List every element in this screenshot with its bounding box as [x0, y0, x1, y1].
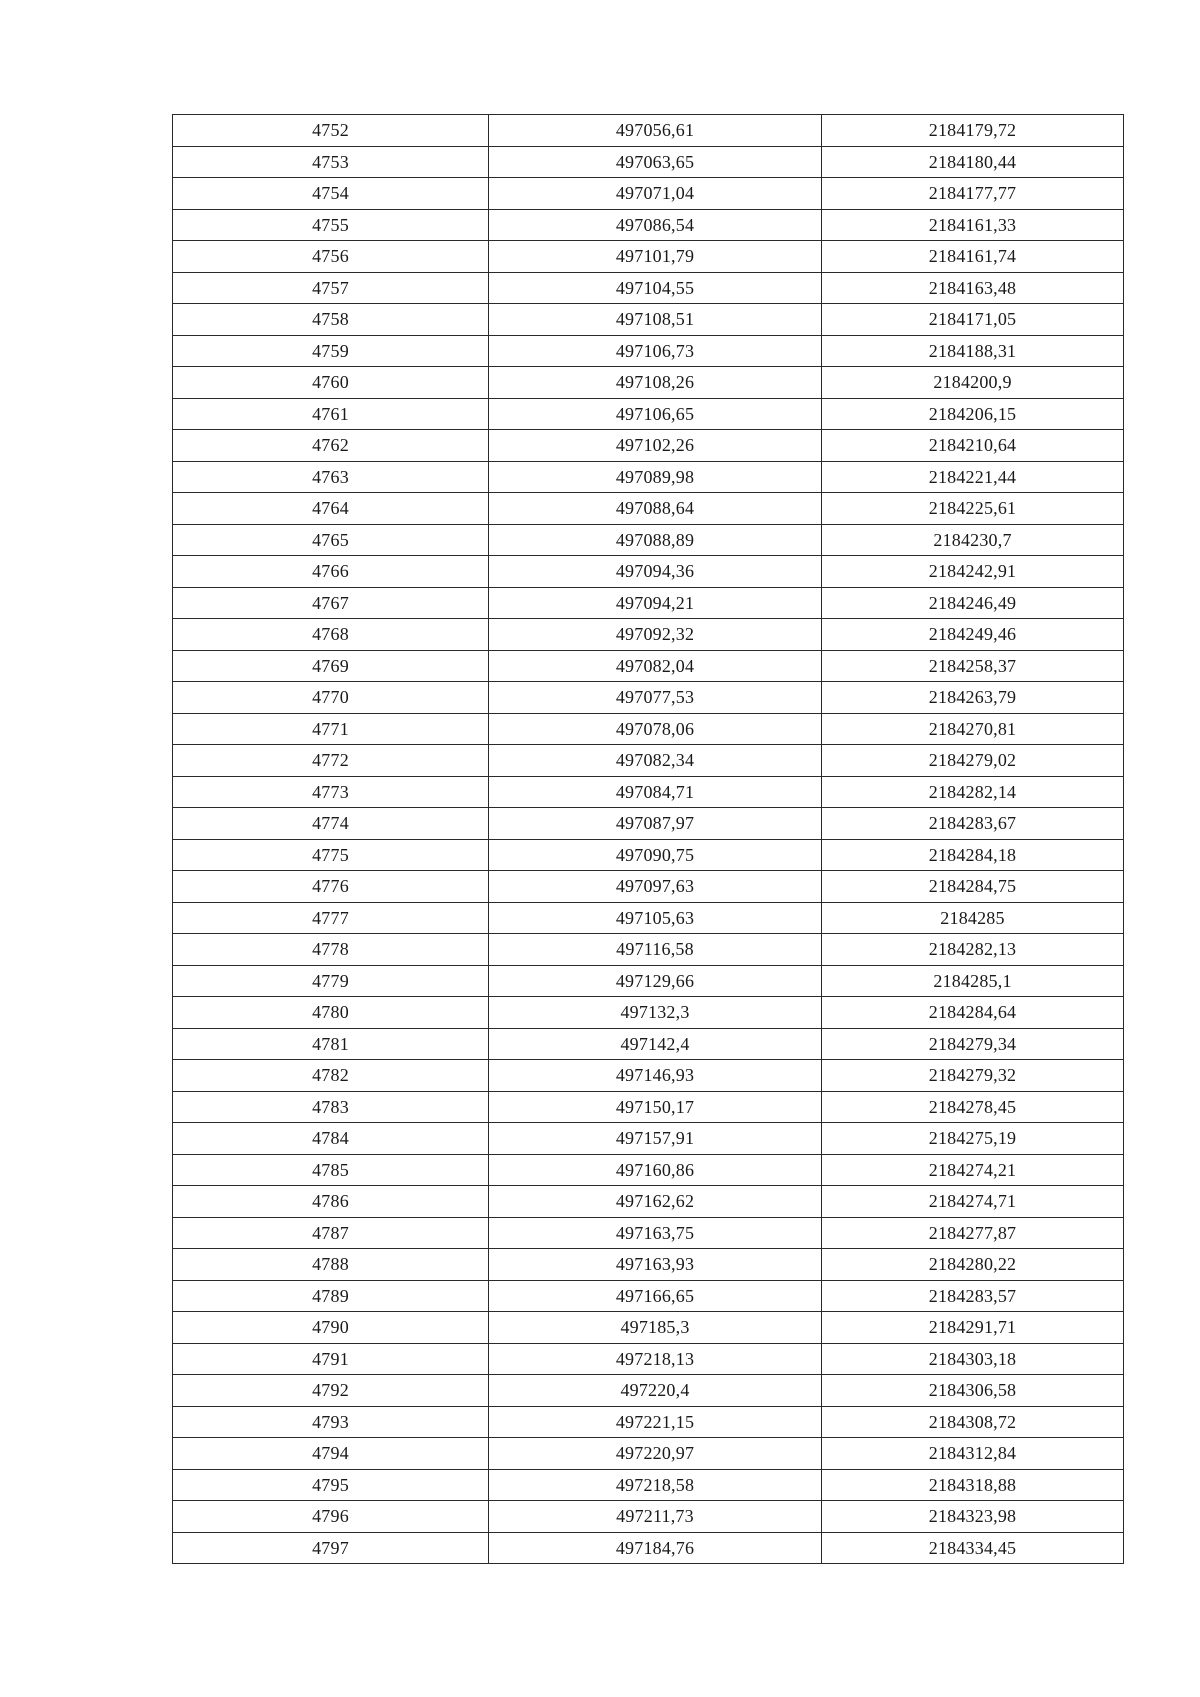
x-coordinate-cell: 497211,73: [489, 1501, 822, 1533]
table-row: [173, 304, 1124, 336]
y-coordinate-cell: 2184274,21: [822, 1154, 1124, 1186]
y-coordinate-cell: 2184291,71: [822, 1312, 1124, 1344]
table-row: [173, 1438, 1124, 1470]
table-row: [173, 1217, 1124, 1249]
point-number-cell: 4788: [173, 1249, 489, 1281]
point-number-cell: 4770: [173, 682, 489, 714]
x-coordinate-cell: 497218,58: [489, 1469, 822, 1501]
y-coordinate-cell: 2184279,34: [822, 1028, 1124, 1060]
y-coordinate-cell: 2184200,9: [822, 367, 1124, 399]
y-coordinate-cell: 2184206,15: [822, 398, 1124, 430]
point-number-cell: 4784: [173, 1123, 489, 1155]
table-row: [173, 871, 1124, 903]
y-coordinate-cell: 2184277,87: [822, 1217, 1124, 1249]
x-coordinate-cell: 497129,66: [489, 965, 822, 997]
x-coordinate-cell: 497163,75: [489, 1217, 822, 1249]
x-coordinate-cell: 497157,91: [489, 1123, 822, 1155]
y-coordinate-cell: 2184282,14: [822, 776, 1124, 808]
table-row: [173, 430, 1124, 462]
table-row: [173, 745, 1124, 777]
table-row: [173, 934, 1124, 966]
table-row: [173, 1249, 1124, 1281]
x-coordinate-cell: 497063,65: [489, 146, 822, 178]
y-coordinate-cell: 2184323,98: [822, 1501, 1124, 1533]
y-coordinate-cell: 2184225,61: [822, 493, 1124, 525]
point-number-cell: 4772: [173, 745, 489, 777]
x-coordinate-cell: 497092,32: [489, 619, 822, 651]
y-coordinate-cell: 2184284,64: [822, 997, 1124, 1029]
y-coordinate-cell: 2184242,91: [822, 556, 1124, 588]
y-coordinate-cell: 2184161,74: [822, 241, 1124, 273]
x-coordinate-cell: 497056,61: [489, 115, 822, 147]
table-row: [173, 398, 1124, 430]
point-number-cell: 4760: [173, 367, 489, 399]
point-number-cell: 4796: [173, 1501, 489, 1533]
x-coordinate-cell: 497078,06: [489, 713, 822, 745]
table-row: [173, 1280, 1124, 1312]
table-row: [173, 587, 1124, 619]
x-coordinate-cell: 497218,13: [489, 1343, 822, 1375]
table-row: [173, 839, 1124, 871]
x-coordinate-cell: 497105,63: [489, 902, 822, 934]
point-number-cell: 4778: [173, 934, 489, 966]
x-coordinate-cell: 497150,17: [489, 1091, 822, 1123]
x-coordinate-cell: 497082,34: [489, 745, 822, 777]
point-number-cell: 4789: [173, 1280, 489, 1312]
point-number-cell: 4759: [173, 335, 489, 367]
y-coordinate-cell: 2184161,33: [822, 209, 1124, 241]
x-coordinate-cell: 497089,98: [489, 461, 822, 493]
y-coordinate-cell: 2184249,46: [822, 619, 1124, 651]
table-row: [173, 965, 1124, 997]
table-row: [173, 1186, 1124, 1218]
table-row: [173, 902, 1124, 934]
point-number-cell: 4756: [173, 241, 489, 273]
point-number-cell: 4792: [173, 1375, 489, 1407]
x-coordinate-cell: 497166,65: [489, 1280, 822, 1312]
point-number-cell: 4763: [173, 461, 489, 493]
y-coordinate-cell: 2184270,81: [822, 713, 1124, 745]
table-row: [173, 272, 1124, 304]
table-row: [173, 1375, 1124, 1407]
point-number-cell: 4780: [173, 997, 489, 1029]
x-coordinate-cell: 497084,71: [489, 776, 822, 808]
point-number-cell: 4755: [173, 209, 489, 241]
x-coordinate-cell: 497104,55: [489, 272, 822, 304]
table-row: [173, 367, 1124, 399]
y-coordinate-cell: 2184210,64: [822, 430, 1124, 462]
x-coordinate-cell: 497132,3: [489, 997, 822, 1029]
table-row: [173, 146, 1124, 178]
x-coordinate-cell: 497102,26: [489, 430, 822, 462]
x-coordinate-cell: 497163,93: [489, 1249, 822, 1281]
x-coordinate-cell: 497082,04: [489, 650, 822, 682]
y-coordinate-cell: 2184246,49: [822, 587, 1124, 619]
x-coordinate-cell: 497220,97: [489, 1438, 822, 1470]
table-row: [173, 1060, 1124, 1092]
x-coordinate-cell: 497071,04: [489, 178, 822, 210]
point-number-cell: 4769: [173, 650, 489, 682]
x-coordinate-cell: 497221,15: [489, 1406, 822, 1438]
table-row: [173, 1406, 1124, 1438]
x-coordinate-cell: 497108,26: [489, 367, 822, 399]
point-number-cell: 4761: [173, 398, 489, 430]
point-number-cell: 4786: [173, 1186, 489, 1218]
y-coordinate-cell: 2184188,31: [822, 335, 1124, 367]
point-number-cell: 4774: [173, 808, 489, 840]
y-coordinate-cell: 2184280,22: [822, 1249, 1124, 1281]
point-number-cell: 4752: [173, 115, 489, 147]
y-coordinate-cell: 2184285,1: [822, 965, 1124, 997]
table-row: [173, 808, 1124, 840]
x-coordinate-cell: 497184,76: [489, 1532, 822, 1564]
point-number-cell: 4765: [173, 524, 489, 556]
table-row: [173, 1532, 1124, 1564]
y-coordinate-cell: 2184275,19: [822, 1123, 1124, 1155]
point-number-cell: 4785: [173, 1154, 489, 1186]
point-number-cell: 4764: [173, 493, 489, 525]
y-coordinate-cell: 2184179,72: [822, 115, 1124, 147]
point-number-cell: 4794: [173, 1438, 489, 1470]
x-coordinate-cell: 497077,53: [489, 682, 822, 714]
table-row: [173, 1154, 1124, 1186]
table-row: [173, 1028, 1124, 1060]
y-coordinate-cell: 2184334,45: [822, 1532, 1124, 1564]
x-coordinate-cell: 497101,79: [489, 241, 822, 273]
table-row: [173, 1343, 1124, 1375]
x-coordinate-cell: 497088,64: [489, 493, 822, 525]
x-coordinate-cell: 497116,58: [489, 934, 822, 966]
y-coordinate-cell: 2184284,18: [822, 839, 1124, 871]
point-number-cell: 4762: [173, 430, 489, 462]
y-coordinate-cell: 2184274,71: [822, 1186, 1124, 1218]
y-coordinate-cell: 2184230,7: [822, 524, 1124, 556]
point-number-cell: 4782: [173, 1060, 489, 1092]
y-coordinate-cell: 2184177,77: [822, 178, 1124, 210]
point-number-cell: 4767: [173, 587, 489, 619]
point-number-cell: 4753: [173, 146, 489, 178]
point-number-cell: 4776: [173, 871, 489, 903]
x-coordinate-cell: 497094,36: [489, 556, 822, 588]
y-coordinate-cell: 2184284,75: [822, 871, 1124, 903]
y-coordinate-cell: 2184306,58: [822, 1375, 1124, 1407]
table-row: [173, 713, 1124, 745]
point-number-cell: 4781: [173, 1028, 489, 1060]
point-number-cell: 4773: [173, 776, 489, 808]
y-coordinate-cell: 2184171,05: [822, 304, 1124, 336]
table-row: [173, 1091, 1124, 1123]
table-row: [173, 1501, 1124, 1533]
point-number-cell: 4779: [173, 965, 489, 997]
y-coordinate-cell: 2184285: [822, 902, 1124, 934]
x-coordinate-cell: 497220,4: [489, 1375, 822, 1407]
point-number-cell: 4758: [173, 304, 489, 336]
point-number-cell: 4795: [173, 1469, 489, 1501]
point-number-cell: 4757: [173, 272, 489, 304]
point-number-cell: 4783: [173, 1091, 489, 1123]
table-row: [173, 997, 1124, 1029]
x-coordinate-cell: 497087,97: [489, 808, 822, 840]
point-number-cell: 4797: [173, 1532, 489, 1564]
table-row: [173, 1123, 1124, 1155]
y-coordinate-cell: 2184312,84: [822, 1438, 1124, 1470]
table-row: [173, 682, 1124, 714]
table-row: [173, 115, 1124, 147]
y-coordinate-cell: 2184283,57: [822, 1280, 1124, 1312]
table-row: [173, 241, 1124, 273]
x-coordinate-cell: 497090,75: [489, 839, 822, 871]
point-number-cell: 4775: [173, 839, 489, 871]
point-number-cell: 4771: [173, 713, 489, 745]
y-coordinate-cell: 2184279,32: [822, 1060, 1124, 1092]
table-row: [173, 493, 1124, 525]
point-number-cell: 4754: [173, 178, 489, 210]
x-coordinate-cell: 497097,63: [489, 871, 822, 903]
point-number-cell: 4768: [173, 619, 489, 651]
table-row: [173, 335, 1124, 367]
x-coordinate-cell: 497086,54: [489, 209, 822, 241]
y-coordinate-cell: 2184278,45: [822, 1091, 1124, 1123]
table-row: [173, 461, 1124, 493]
point-number-cell: 4787: [173, 1217, 489, 1249]
x-coordinate-cell: 497185,3: [489, 1312, 822, 1344]
table-row: [173, 556, 1124, 588]
point-number-cell: 4790: [173, 1312, 489, 1344]
y-coordinate-cell: 2184221,44: [822, 461, 1124, 493]
y-coordinate-cell: 2184282,13: [822, 934, 1124, 966]
y-coordinate-cell: 2184180,44: [822, 146, 1124, 178]
y-coordinate-cell: 2184308,72: [822, 1406, 1124, 1438]
table-row: [173, 1469, 1124, 1501]
table-row: [173, 776, 1124, 808]
y-coordinate-cell: 2184283,67: [822, 808, 1124, 840]
y-coordinate-cell: 2184258,37: [822, 650, 1124, 682]
x-coordinate-cell: 497146,93: [489, 1060, 822, 1092]
table-row: [173, 209, 1124, 241]
y-coordinate-cell: 2184163,48: [822, 272, 1124, 304]
point-number-cell: 4793: [173, 1406, 489, 1438]
y-coordinate-cell: 2184279,02: [822, 745, 1124, 777]
table-row: [173, 524, 1124, 556]
x-coordinate-cell: 497106,65: [489, 398, 822, 430]
point-number-cell: 4777: [173, 902, 489, 934]
x-coordinate-cell: 497162,62: [489, 1186, 822, 1218]
table-row: [173, 650, 1124, 682]
coordinates-table: [172, 114, 1124, 1564]
y-coordinate-cell: 2184303,18: [822, 1343, 1124, 1375]
table-row: [173, 178, 1124, 210]
x-coordinate-cell: 497088,89: [489, 524, 822, 556]
table-row: [173, 1312, 1124, 1344]
y-coordinate-cell: 2184263,79: [822, 682, 1124, 714]
point-number-cell: 4791: [173, 1343, 489, 1375]
x-coordinate-cell: 497160,86: [489, 1154, 822, 1186]
x-coordinate-cell: 497108,51: [489, 304, 822, 336]
y-coordinate-cell: 2184318,88: [822, 1469, 1124, 1501]
x-coordinate-cell: 497106,73: [489, 335, 822, 367]
coordinates-table-body: [173, 115, 1124, 1564]
x-coordinate-cell: 497142,4: [489, 1028, 822, 1060]
x-coordinate-cell: 497094,21: [489, 587, 822, 619]
point-number-cell: 4766: [173, 556, 489, 588]
table-row: [173, 619, 1124, 651]
